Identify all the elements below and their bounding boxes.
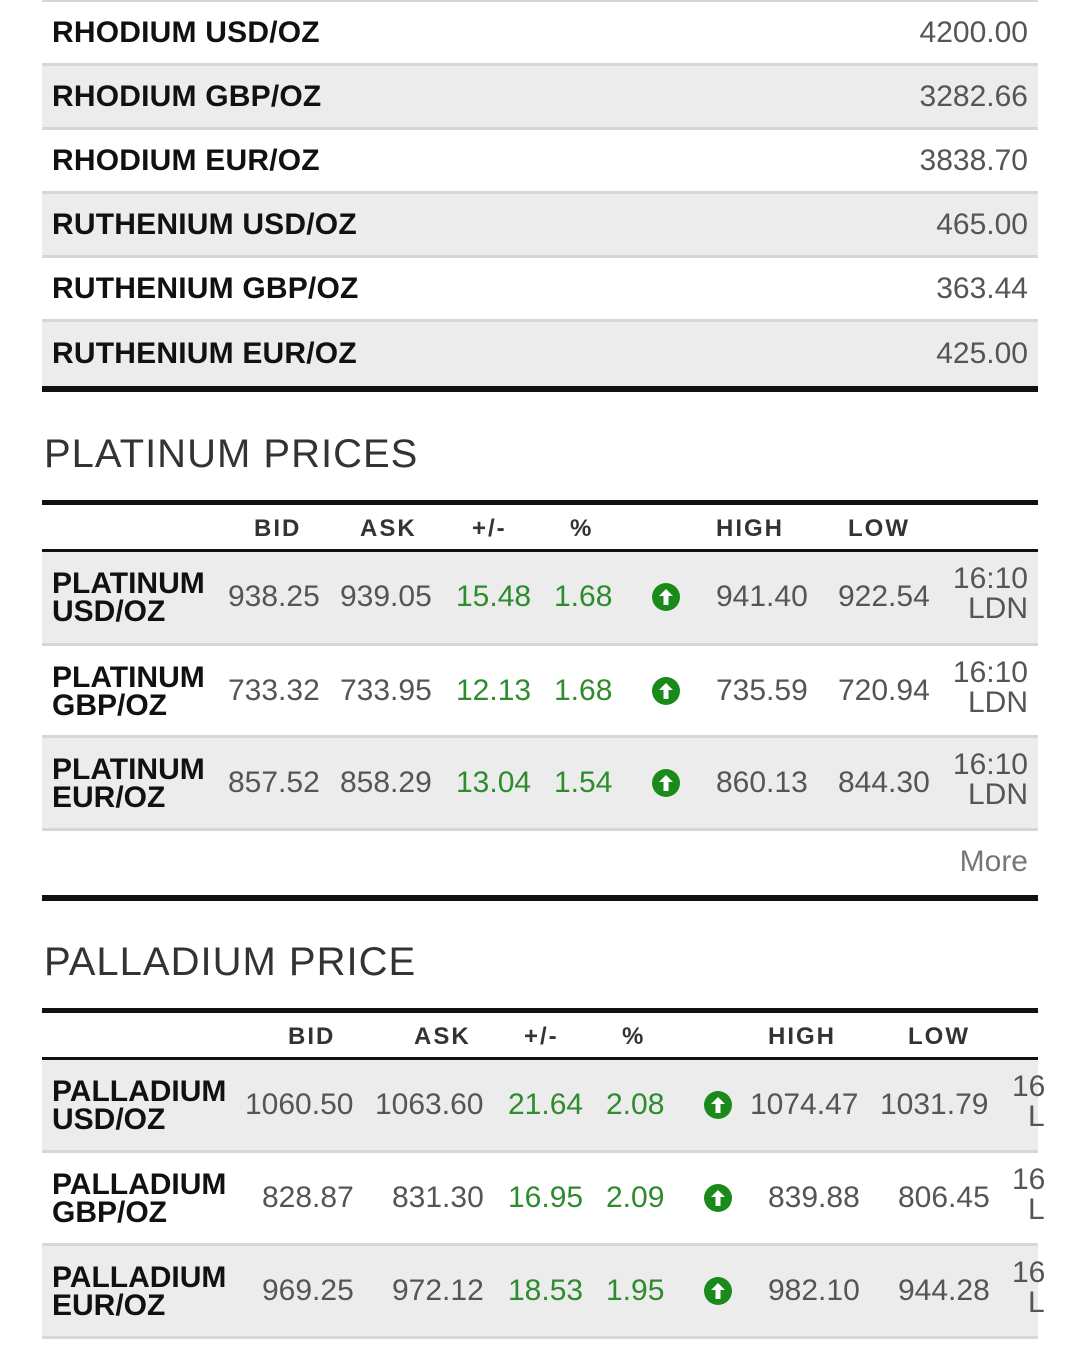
bid-value: 733.32	[228, 674, 320, 707]
metal-name: RUTHENIUM GBP/OZ	[52, 271, 359, 305]
metal-price: 363.44	[936, 271, 1028, 305]
pct-value: 2.09	[606, 1181, 665, 1214]
table-row	[42, 1246, 1046, 1339]
platinum-section-title: PLATINUM PRICES	[44, 432, 419, 476]
change-value: 13.04	[456, 766, 532, 799]
arrow-up-circle-icon	[652, 583, 680, 611]
metal-price: 4200.00	[919, 15, 1028, 49]
arrow-up-circle-icon	[704, 1184, 732, 1212]
col-high: HIGH	[716, 515, 784, 542]
bid-value: 828.87	[262, 1181, 354, 1214]
low-value: 1031.79	[880, 1088, 989, 1121]
timestamp: 16 L	[1012, 1070, 1046, 1133]
pct-value: 1.68	[554, 674, 613, 707]
col-pct: %	[622, 1023, 646, 1050]
metal-name: PLATINUM USD/OZ	[52, 567, 205, 628]
pct-value: 1.68	[554, 580, 613, 613]
palladium-section-title: PALLADIUM PRICE	[44, 940, 417, 984]
price-row	[42, 322, 1038, 386]
price-row	[42, 194, 1038, 258]
metal-name: PALLADIUM GBP/OZ	[52, 1168, 227, 1229]
timestamp: 16:10 LDN	[952, 656, 1028, 719]
metal-name: PALLADIUM USD/OZ	[52, 1075, 227, 1136]
metal-name: PALLADIUM EUR/OZ	[52, 1261, 227, 1322]
high-value: 860.13	[716, 766, 808, 799]
metal-name: PLATINUM EUR/OZ	[52, 753, 205, 814]
col-ask: ASK	[360, 515, 417, 542]
price-row	[42, 66, 1038, 130]
more-row	[42, 831, 1038, 895]
high-value: 941.40	[716, 580, 808, 613]
change-value: 21.64	[508, 1088, 584, 1121]
low-value: 922.54	[838, 580, 930, 613]
table-row	[42, 1060, 1046, 1153]
low-value: 844.30	[838, 766, 930, 799]
bid-value: 969.25	[262, 1274, 354, 1307]
timestamp: 16 L	[1012, 1256, 1046, 1319]
high-value: 1074.47	[750, 1088, 859, 1121]
metal-name: RUTHENIUM EUR/OZ	[52, 337, 357, 370]
table-row	[42, 738, 1038, 831]
col-change: +/-	[472, 515, 507, 542]
ask-value: 831.30	[392, 1181, 484, 1214]
more-link[interactable]: More	[959, 845, 1028, 878]
metal-price: 3838.70	[919, 143, 1028, 177]
ask-value: 858.29	[340, 766, 432, 799]
change-value: 18.53	[508, 1274, 584, 1307]
arrow-up-circle-icon	[704, 1091, 732, 1119]
other-metals-table	[42, 0, 1038, 392]
metal-price: 465.00	[936, 207, 1028, 241]
bid-value: 938.25	[228, 580, 320, 613]
table-header	[42, 1013, 1038, 1060]
bid-value: 857.52	[228, 766, 320, 799]
ask-value: 972.12	[392, 1274, 484, 1307]
change-value: 16.95	[508, 1181, 584, 1214]
palladium-table	[42, 1008, 1046, 1364]
metal-name: RUTHENIUM USD/OZ	[52, 207, 357, 241]
change-value: 12.13	[456, 674, 532, 707]
timestamp: 16:10 LDN	[952, 748, 1028, 811]
ask-value: 939.05	[340, 580, 432, 613]
metal-price: 425.00	[936, 337, 1028, 370]
low-value: 806.45	[898, 1181, 990, 1214]
bid-value: 1060.50	[245, 1088, 354, 1121]
timestamp: 16 L	[1012, 1163, 1046, 1226]
pct-value: 2.08	[606, 1088, 665, 1121]
metal-name: PLATINUM GBP/OZ	[52, 661, 205, 722]
col-pct: %	[570, 515, 594, 542]
col-low: LOW	[908, 1023, 970, 1050]
metal-name: RHODIUM GBP/OZ	[52, 79, 322, 113]
col-low: LOW	[848, 515, 910, 542]
change-value: 15.48	[456, 580, 532, 613]
price-row	[42, 258, 1038, 322]
col-change: +/-	[524, 1023, 559, 1050]
table-bottom-rule	[42, 895, 1038, 901]
col-high: HIGH	[768, 1023, 836, 1050]
metal-name: RHODIUM EUR/OZ	[52, 143, 320, 177]
table-bottom-rule	[42, 386, 1038, 392]
arrow-up-circle-icon	[704, 1277, 732, 1305]
pct-value: 1.95	[606, 1274, 665, 1307]
col-ask: ASK	[414, 1023, 471, 1050]
table-row	[42, 552, 1038, 646]
low-value: 944.28	[898, 1274, 990, 1307]
arrow-up-circle-icon	[652, 677, 680, 705]
ask-value: 1063.60	[375, 1088, 484, 1121]
high-value: 735.59	[716, 674, 808, 707]
table-header	[42, 505, 1038, 552]
platinum-table	[42, 500, 1038, 901]
col-bid: BID	[288, 1023, 336, 1050]
low-value: 720.94	[838, 674, 930, 707]
ask-value: 733.95	[340, 674, 432, 707]
metal-price: 3282.66	[919, 79, 1028, 113]
high-value: 839.88	[768, 1181, 860, 1214]
high-value: 982.10	[768, 1274, 860, 1307]
table-row	[42, 1153, 1046, 1246]
price-row	[42, 0, 1038, 66]
arrow-up-circle-icon	[652, 769, 680, 797]
metal-name: RHODIUM USD/OZ	[52, 15, 320, 49]
table-row	[42, 646, 1038, 738]
price-row	[42, 130, 1038, 194]
pct-value: 1.54	[554, 766, 613, 799]
col-bid: BID	[254, 515, 302, 542]
timestamp: 16:10 LDN	[952, 562, 1028, 625]
